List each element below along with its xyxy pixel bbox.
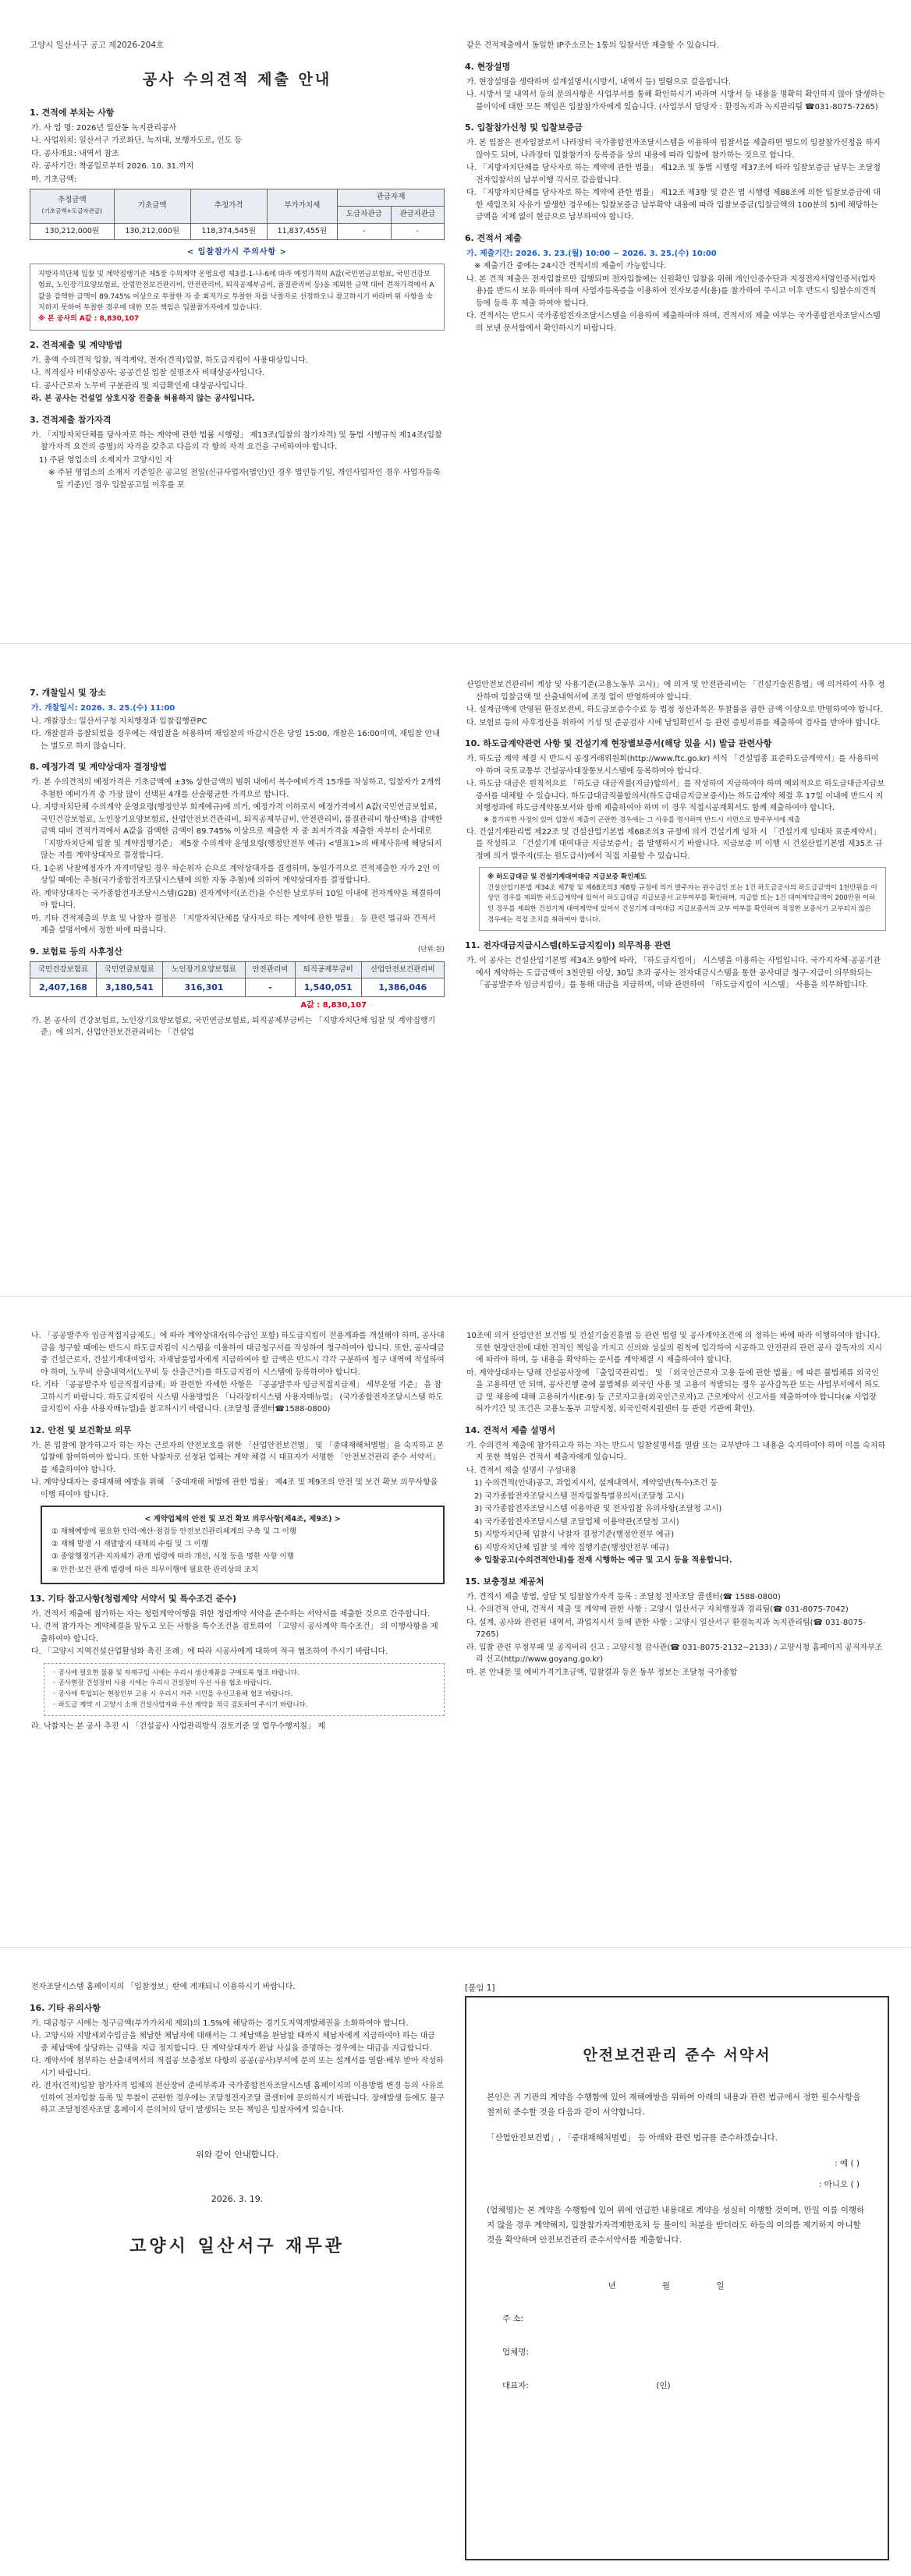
section-9-heading: 9. 보험료 등의 사후정산 (단위:원) <box>30 945 445 957</box>
s15-continued: 전자조달시스템 홈페이지의 「입찰정보」란에 게재되니 이용하시기 바랍니다. <box>31 1983 296 1991</box>
s12-item: 가. 본 입찰에 참가하고자 하는 자는 근로자의 안전보호를 위한 「산업안전보건법」 및 「중대재해처벌법」을 숙지하고 본 입찰에 참여하여야 합니다. 또한 낙찰자로 선정된 업체는 계약 체결 시 대표자가 서명한 「안전보건관리 준수 서약서」를 제출하여야 합니다. <box>31 1441 444 1474</box>
s14-item: 6) 지방자치단체 입찰 및 계약 집행기준(행정안전부 예규) <box>474 1543 669 1552</box>
section-13-heading: 13. 기타 참고사항(청렴계약 서약서 및 특수조건 준수) <box>30 1593 237 1604</box>
page-divider <box>0 643 911 644</box>
local-cooperation-box <box>44 1663 445 1716</box>
pledge-body <box>487 2090 867 2394</box>
s7-item: 나. 개찰장소: 일산서구청 지치행정과 입찰집행관PC <box>31 717 207 726</box>
s13-item: 다. 「고양시 지역건설산업활성화 촉진 조례」에 따라 시공사에게 대하여 적극 협조하여 주시기 바랍니다. <box>31 1647 388 1657</box>
s9-continued: 다. 보험료 등의 사후정산을 위하여 기성 및 준공검사 시에 납입확인서 등 관련 증빙서류를 제출하여 검사를 받아야 합니다. <box>466 718 881 727</box>
guarantee-box-title: ※ 하도급대금 및 건설기계대여대금 지급보증 확인제도 <box>487 873 647 882</box>
page-3-right-column <box>465 1329 886 1945</box>
s9-text: 가. 본 공사의 건강보험료, 노인장기요양보험료, 국민연금보험료, 퇴직공제부금비는 「지방자치단체 입찰 및 계약집행기준」에 의거, 산업안전보건관리비는 「건설업 <box>31 1016 436 1038</box>
s8-item: 나. 지방자치단체 수의계약 운영요령(행정안부 회계예규)에 의거, 예정가격 이하로서 예정가격에서 A값(국민연금보험료, 국민건강보험료, 노인장기요양보험료, 산업안전보건관리비, 퇴직공제부금비, 안전관리비, 품질관리비 항산액)을 감액한 금액 대비 견적가격에서 A값을 감액한 금액이 89.745% 이상으로 제출한 자 중 최저가격을 제출한 자부터 순서대로 「지방자치단체 입찰 및 계약집행기준」 제5장 수의계약 운영요령(행정안전부 예규) <별표1>의 배제사유에 해당되지 않는 자를 계약상대자로 결정합니다. <box>31 803 443 861</box>
table-header: 노인장기요양보험료 <box>162 961 245 978</box>
s13-continued: 10조에 의거 산업안전 보건법 및 건설기술진흥법 등 관련 법령 및 공사계약조건에 의 정하는 바에 따라 이행하여야 합니다. 또한 현장안전에 대한 전적인 책임을 가지고 신의와 성실의 원칙에 입각하여 시공하고 안전관리 관련 공사 감독자의 지시에 따라야 하며, 등 내용을 확약하는 문서를 계약체결 시 제출하여야 합니다. <box>466 1332 883 1364</box>
table-header: 안전관리비 <box>246 961 296 978</box>
section-11-heading: 11. 전자대금지급시스템(하도급지킴이) 의무적용 관련 <box>465 940 672 951</box>
a-value: ※ 본 공사의 A값 : 8,830,107 <box>38 315 140 324</box>
s1-item: 가. 사 업 명: 2026년 일산동 녹지관리공사 <box>31 123 177 133</box>
cooperation-item: ◦ 공사에 필요한 물품 및 자재구입 시에는 우리시 생산제품을 구매토록 협조 바랍니다. <box>52 1668 300 1677</box>
s9-continued: 나. 설계금액에 반영된 환경보전비, 하도급보증수수료 등 법정 정산과목은 투찰률을 곱한 금액 이상으로 반영하여야 합니다. <box>466 706 883 714</box>
s5-item: 다. 「지방자치단체를 당사자로 하는 계약에 관한 법률」 제12조 제3항 및 같은 법 시행령 제88조에 의한 입찰보증금에 대한 세입조치 사유가 발생한 경우에는 입찰보증금 납부확약 내용에 따라 입찰보증금(입찰금액의 100분의 5)에 해당하는 금액을 지체 없이 현금으로 납부하여야 합니다. <box>466 189 881 222</box>
table-cell: - <box>246 978 296 997</box>
s3-continued: 같은 견적제출에서 동일한 IP주소로는 1통의 입찰서만 제출할 수 있습니다. <box>466 41 720 50</box>
s15-item: 나. 수의견적 안내, 견적서 제출 및 계약에 관한 사항 : 고양시 일산서구 자치행정과 경리팀(☎ 031-8075-7042) <box>466 1605 849 1615</box>
table-header: 관급자관급 <box>391 206 444 223</box>
table-cell: 130,212,000원 <box>30 223 115 240</box>
table-header: 추정가격 <box>190 189 267 223</box>
s13-item: 라. 낙찰자는 본 공사 추진 시 「건설공사 사업관리방식 검토기준 및 업무수행지침」 제 <box>31 1722 325 1732</box>
pledge-yes-option[interactable]: : 예 ( ) <box>835 2159 860 2169</box>
section-6-heading: 6. 견적서 제출 <box>465 232 522 243</box>
s11-continued: 다. 기타 「공공발주자 임금직접지급제」와 관련한 자세한 사항은 「공공발주자 임금직접지급제」 세부운영 기준」 을 참고하시기 바랍니다. 하도급지킴이 시스템 사용방법은 「나라장터시스템 사용자매뉴얼」 (국가종합전자조달시스템 하도급지킴이 사용 사용자매뉴얼)을 참고하시기 바랍니다. (조달청 콜센터☎1588-0800) <box>31 1381 444 1414</box>
s9-continued: 산업안전보건관리비 계상 및 사용기준(고용노동부 고시)」에 의거 및 안전관리비는 「건설기술진흥법」에 의거하여 사후 정산하며 입찰금액 및 산출내역서에 조정 없이 반영하여야 합니다. <box>466 681 885 702</box>
s16-item: 다. 계약서에 첨부하는 산출내역서의 직접공 보충정보 다항의 공공(공사)부서에 문의 또는 설계서를 열람·배부 받아 작성하시기 바랍니다. <box>31 2057 444 2078</box>
s10-item: 나. 하도급 대금은 원칙적으로 「하도급 대금직불(지급)합의서」를 작성하여 지급하여야 하며 예외적으로 하도급대금지급보증서를 대체할 수 있습니다. 하도급대금직불합의서(하도급대금지급보증서)는 하도급계약 체결 후 17일 이내에 반드시 지치행정과에 하도급계약통보서와 함께 제출하여야 하며 이 경우 직접시공계획서도 함께 제출하여야 합니다. <box>466 780 885 813</box>
s2-item: 다. 공사근로자 노무비 구분관리 및 지급확인제 대상공사입니다. <box>31 381 247 391</box>
s7-item: 다. 개찰결과 응찰되었을 경우에는 재입찰을 허용하며 재입찰의 마감시간은 당일 15:00, 개찰은 16:00이며, 재입찰 안내는 별도로 하지 않습니다. <box>31 730 440 751</box>
table-header: 퇴직공제부금비 <box>295 961 361 978</box>
s6-item: 나. 본 견적 제출은 전자입찰로만 집행되며 전자입찰에는 신원확인 입찰을 위해 개인인증수단과 지정전자서명인증서(업자용)를 반드시 보유 하여야 하며 사업자등록증을 이용하여 전자보증서(용)를 참가하여 주시고 이후 반드시 입찰수의견적 등에 등록 후 제출 하여야 합니다. <box>466 274 877 308</box>
s6-item: 가. 제출기간: 2026. 3. 23.(월) 10:00 ~ 2026. 3. 25.(수) 10:00 <box>466 249 717 258</box>
s14-item: 4) 국가종합전자조달시스템 조달업체 이용약관(조달청 고시) <box>474 1517 679 1527</box>
table-header: 부가가치세 <box>267 189 337 223</box>
s3-item: 1) 주된 영업소의 소재지가 고양시인 자 <box>39 455 173 465</box>
s14-item: 1) 수의견적(안내)공고, 과업지시서, 설계내역서, 계약일반(특수)조건 등 <box>474 1479 718 1488</box>
s16-item: 나. 고양시와 지방세외수입금을 체납한 체납자에 대해서는 그 체납액을 완납할 때까지 체납자에게 지급하여야 하는 대금 중 체납액에 상당하는 금액을 지급 정지합니다. 단 계약상대자가 완납 사실을 증명하는 경우에는 대금을 지급합니다. <box>31 2032 435 2053</box>
cooperation-item: ◦ 공사에 투입되는 현장인부 고용 시 우리시 거주 시민을 우선고용해 협조 바랍니다. <box>52 1690 293 1698</box>
s16-item: 가. 대금청구 시에는 청구금액(부가가치세 제외)의 1.5%에 해당하는 경기도지역개발채권을 소화하여야 합니다. <box>31 2019 409 2028</box>
s13-item: 나. 견적 참가자는 계약체결을 앞두고 모든 사항을 특수조건을 검토하여 「고양시 공사계약 특수조건」 의 이행사항을 제출하여야 합니다. <box>31 1622 438 1644</box>
s14-item: 2) 국가종합전자조달시스템 전자입찰특별유의서(조달청 고시) <box>474 1491 685 1501</box>
safety-duty-box <box>41 1506 445 1584</box>
section-5-heading: 5. 입찰참가신청 및 입찰보증금 <box>465 122 583 133</box>
s15-item: 마. 본 안내문 및 예비가격기초금액, 입찰결과 등은 동부 정보는 조달청 국가종합 <box>466 1668 738 1677</box>
s14-item: 나. 견적서 제출 설명서 구성내용 <box>466 1466 577 1475</box>
page-1 <box>0 0 911 639</box>
s10-item: ※ 불가피한 사정이 있어 입찰서 제출이 곤란한 경우에는 그 사유를 명시하여 반드시 서면으로 발주부서에 제출 <box>484 816 801 824</box>
pledge-paragraph: 본인은 귀 기관의 계약을 수행함에 있어 재해예방을 위하여 아래의 내용과 관련 법규에서 정한 필수사항을 철저히 준수할 것을 다음과 같이 서약합니다. <box>487 2093 861 2118</box>
section-4-heading: 4. 현장설명 <box>465 61 511 72</box>
s13-continued: 마. 계약상대자는 당해 건설공사장에 「출입국관리법」 및 「외국인근로자 고용 등에 관한 법률」에 따른 불법체류 외국인을 고용하면 안 되며, 공사진행 중에 불법체류 외국인 사용 및 고용이 적발되는 경우 공사감독관 또는 사업부서에서 하도급 및 채용에 대해 고용허가서(E-9) 등 근로자고용(외국인근로자)고 근로계약서 신고서를 제출하여야 합니다(※ 사업장 허가기간 및 조건은 고용노동부 고양지청, 외국인력지원센터 등 관련 기관에 확인). <box>466 1368 880 1414</box>
s8-item: 가. 본 수의견적의 예정가격은 기초금액에 ±3% 상한금액의 범위 내에서 복수예비가격 15개를 작성하고, 입찰자가 2개씩 추첨한 예비가격 중 가장 많이 선택된 4개를 산술평균한 가격으로 합니다. <box>31 778 441 799</box>
table-header: 산업안전보건관리비 <box>361 961 444 978</box>
page-2-left-column <box>30 678 445 1294</box>
s3-item: 가. 「지방자치단체를 당사자로 하는 계약에 관한 법률 시행령」 제13조(입찰의 참가자격) 및 동법 시행규칙 제14조(입찰 참가자격 요건의 증명)의 자격을 갖추고 다음의 각 항의 자격 요건을 구비하여야 합니다. <box>31 430 442 452</box>
s14-item: 가. 수의견적 제출에 참가하고자 하는 자는 반드시 입찰설명서를 열람 또는 교부받아 그 내용을 숙지하여야 하며 이를 숙지하지 못한 책임은 견적서 제출자에게 있습니다. <box>466 1441 886 1463</box>
safety-box-item: ④ 안전·보건 관계 법령에 따른 의무이행에 필요한 관리상의 조치 <box>51 1565 259 1574</box>
s15-item: 다. 설계, 공사와 관련된 내역서, 과업지시서 등에 관한 사항 : 고양시 일산서구 환경녹지과 녹지관리팀(☎ 031-8075-7265) <box>466 1618 866 1640</box>
table-cell: 2,407,168 <box>30 978 97 997</box>
page-1-left-column <box>30 39 445 639</box>
cooperation-item: ◦ 하도급 계약 시 고양시 소재 건설사업자와 우선 계약을 적극 검토하여 주시기 바랍니다. <box>52 1700 308 1709</box>
s6-item: ※ 제출기간 중에는 24시간 견적서의 제출이 가능합니다. <box>474 262 667 271</box>
s1-item: 라. 공사기간: 착공일로부터 2026. 10. 31.까지 <box>31 162 194 172</box>
s14-item: ※ 입찰공고(수의견적안내)를 전재 시행하는 예규 및 고시 등을 적용합니다. <box>474 1556 732 1566</box>
s11-item: 가. 이 공사는 건설산업기본법 제34조 9항에 따라, 「하도급지킴이」 시스템을 이용하는 사업입니다. 국가지자체·공공기관에서 계약하는 도급금액이 3천만원 이상, 30일 초과 공사는 전자대금시스템을 통한 공사대금 청구·지급이 의무화되는 「공공발주자 임금지킴이」를 통해 대금을 지급하며, 이와 관련하여 「하도급지킴이 시스템」 사용을 의무화합니다. <box>466 957 881 990</box>
table-cell: 11,837,455원 <box>267 223 337 240</box>
pledge-paragraph: (업체명)는 본 계약을 수행함에 있어 위에 언급한 내용대로 계약을 성실히 이행할 것이며, 만일 이를 이행하지 않을 경우 계약해지, 입찰참가자격제한조치 등 불이익 처분을 받더라도 하등의 이의를 제기하지 아니할 것을 확약하며 안전보건관리 준수서약서를 제출합니다. <box>487 2205 865 2245</box>
bid-notice-box <box>30 264 445 331</box>
s1-item: 나. 사업위치: 일산서구 가로화단, 녹지대, 보행자도로, 인도 등 <box>31 136 243 146</box>
table-cell: - <box>391 223 444 240</box>
section-12-heading: 12. 안전 및 보건확보 의무 <box>30 1424 132 1435</box>
section-15-heading: 15. 보충정보 제공처 <box>465 1576 544 1587</box>
table-header: 국민연금보험료 <box>96 961 162 978</box>
s5-item: 가. 본 입찰은 전자입찰로서 나라장터 국가종합전자조달시스템을 이용하여 입찰서를 제출하면 별도의 입찰참가신청을 하지 않아도 되며, 나라장터 입찰참가자 등록증을 상의 내용에 따라 입찰에 참가하는 것으로 합니다. <box>466 139 881 160</box>
pledge-no-option[interactable]: : 아니오 ( ) <box>818 2180 860 2189</box>
section-10-heading: 10. 하도급계약관련 사항 및 건설기계 현장별보증서(해당 있을 시) 발급 관련사항 <box>465 738 772 748</box>
unit-label: (단위:원) <box>417 945 445 954</box>
table-cell: 1,540,051 <box>295 978 361 997</box>
section-3-heading: 3. 견적제출 참가자격 <box>30 414 112 425</box>
section-8-heading: 8. 예정가격 및 계약상대자 결정방법 <box>30 762 167 773</box>
s8-item: 다. 1순위 낙찰예정자가 자격미달일 경우 차순위자 순으로 계약상대자를 결정하며, 동일가격으로 견적제출한 자가 2인 이상일 때에는 추첨(국가종합전자조달시스템에 의한 자동 추첨)에 의하여 계약상대자를 결정합니다. <box>31 864 441 886</box>
page-2 <box>0 647 911 1294</box>
safety-box-title: < 계약업체의 안전 및 보건 확보 의무사항(제4조, 제9조) > <box>144 1515 341 1524</box>
safety-box-item: ① 재해예방에 필요한 인력·예산·점검등 안전보건관리체계의 구축 및 그 이행 <box>51 1527 297 1537</box>
document-title: 공사 수의견적 제출 안내 <box>142 71 332 89</box>
insurance-table <box>30 961 445 998</box>
attachment-label: [붙임 1] <box>465 1983 495 1993</box>
address-field[interactable]: 주 소: <box>502 2314 524 2324</box>
page-divider <box>0 1947 911 1948</box>
section-16-heading: 16. 기타 유의사항 <box>30 2002 101 2013</box>
table-header: 국민건강보험료 <box>30 961 97 978</box>
table-cell: 316,301 <box>162 978 245 997</box>
issuer-name: 고양시 일산서구 재무관 <box>129 2236 345 2256</box>
table-cell: 3,180,541 <box>96 978 162 997</box>
safety-pledge-form <box>465 1996 889 2560</box>
table-header: 기초금액 <box>114 189 190 223</box>
page-4 <box>0 1949 911 2576</box>
company-field[interactable]: 업체명: <box>502 2348 529 2358</box>
s2-item: 라. 본 공사는 건설업 상호시장 진출을 허용하지 않는 공사입니다. <box>31 395 255 404</box>
table-header: 관급자재 <box>338 189 445 207</box>
notice-title: < 입찰참가시 주의사항 > <box>186 248 288 257</box>
table-cell: 1,386,046 <box>361 978 444 997</box>
notice-text: 지방자치단체 입찰 및 계약집행기준 제5장 수의계약 운영요령 제3절-1-나-6에 따라 예정가격의 A값(국민연금보험료, 국민건강보험료, 노인장기요양보험료, 산업안전보건관리비, 안전관리비, 퇴직공제부금비, 품질관리비 등)을 제외한 금액 대비 견적가격에서 A값을 감액한 금액이 89.745% 이상으로 투찰한 자 중 최저가로 투찰한 자를 낙찰자로 선정하오니 참고하시기 바라며 위 사항을 숙지하지 못하여 투찰한 경우에 대한 모든 책임은 입찰참가자에게 있습니다. <box>38 270 434 313</box>
page-divider <box>0 1296 911 1297</box>
s10-item: 가. 하도급 계약 체결 시 반드시 공정거래위원회(http://www.ftc.go.kr) 서식 「건설업종 표준하도급계약서」를 사용하여야 하며 국토교통부 건설공사대장통보시스템에 등록하여야 합니다. <box>466 755 879 776</box>
representative-field[interactable] <box>502 2379 852 2394</box>
s15-item: 라. 입찰 관련 부정부패 및 공직비리 신고 : 고양시청 감사관(☎ 031-8075-2132~2133) / 고양시청 홈페이지 공직자부조리 신고(http://www.goyang.go.kr) <box>466 1643 883 1665</box>
notice-number: 고양시 일산서구 공고 제2026-204호 <box>30 41 165 50</box>
s8-item: 라. 계약상대자는 국가종합전자조달시스템(G2B) 전자계약서(조건)을 수신한 날로부터 10일 이내에 전자계약을 체결하여야 합니다. <box>31 889 441 911</box>
safety-box-item: ② 재해 발생 시 재발방지 대책의 수립 및 그 이행 <box>51 1540 208 1549</box>
s6-item: 다. 견적서는 반드시 국가종합전자조달시스템을 이용하여 제출하여야 하며, 견적서의 제출 여부는 국가종합전자조달시스템의 보낸 문서함에서 확인하시기 바랍니다. <box>466 312 881 333</box>
s2-item: 나. 적격심사 비대상공사; 공공건설 입찰 설명조사 비대상공사입니다. <box>31 369 265 378</box>
s4-item: 가. 현장설명을 생략하며 설계설명서(시방서, 내역서 등) 열람으로 갈음합니다. <box>466 77 732 87</box>
table-cell: 118,374,545원 <box>190 223 267 240</box>
guarantee-box-text: 건설산업기본법 제34조 제7항 및 제68조의3 제8항 규정에 의거 발주자는 원수급인 또는 1건 하도급공사의 하도급금액이 1천만원을 이상인 경우를 제외한 하도급계약에 있어서 하도급대금 지급보증서 교부여부를 확인하며, 지급할 또는 1건 대여계약금액이 200만원 이하인 경우를 제외한 건설기계 대여계약에 있어서 건설기계 대여대금 지급보증서의 교부 여부를 확인하여 적정한 보증서가 교부되지 않은 경우에는 적정 조치를 취하여야 합니다. <box>487 883 877 924</box>
seal-label: (인) <box>656 2381 671 2391</box>
s1-item: 다. 공사개요: 내역서 참조 <box>31 149 119 158</box>
page-4-left-column <box>30 1980 445 2573</box>
s12-item: 나. 계약상대자는 중대재해 예방을 위해 「중대재해 처벌에 관한 법률」 제4조 및 제9조의 안전 및 보건 확보 의무사항을 이행 하여야 합니다. <box>31 1478 438 1499</box>
s14-item: 5) 지방자치단체 입찰시 낙찰자 결정기준(행정안전부 예규) <box>474 1530 675 1540</box>
s15-item: 가. 견적서 제출 방법, 상담 및 입찰참가자격 등록 : 조달청 전자조달 콜센터(☎ 1588-0800) <box>466 1592 781 1601</box>
section-2-heading: 2. 견적제출 및 계약방법 <box>30 339 122 350</box>
page-3-left-column <box>30 1329 445 1945</box>
a-value-total: A값 : 8,830,107 <box>300 1001 367 1010</box>
table-header: 추정금액 (기초금액+도급자관급) <box>30 189 115 223</box>
s2-item: 가. 총액 수의견적 입찰, 적격계약, 전자(견적)입찰, 하도급지킴이 사용대상입니다. <box>31 356 309 365</box>
s14-item: 3) 국가종합전자조달시스템 이용약관 및 전자입찰 유의사항(조달청 고시) <box>474 1505 722 1514</box>
page-2-right-column <box>465 678 886 1294</box>
s11-continued: 나. 「공공발주자 임금직접지급제도」에 따라 계약상대자(하수급인 포함) 하도급지킴이 전용계좌를 개설해야 하며, 공사대금을 청구할 때에는 반드시 하도급지킴이 시스템을 이용하여 대금청구서를 작성하여 청구하여야 합니다. 또한, 공사대금 중 건설근로자, 건설기계대여업자, 자재납품업자에게 지급하여야 할 금액은 반드시 각각 구분하여 청구 내역에 작성하여야 하며, 노무비 산출내역서(노무비 등 산출근거)를 하도급지킴이 시스템에 등록하여야 합니다. <box>31 1332 445 1377</box>
representative-label: 대표자: <box>502 2381 529 2391</box>
closing-text: 위와 같이 안내합니다. <box>195 2149 279 2160</box>
s10-item: 다. 건설기계관리법 제22조 및 건설산업기본법 제68조의3 규정에 의거 건설기계 임차 시 「건설기계 임대차 표준계약서」를 작성하고 「건설기계 대여대금 지급보증서」를 발행하시기 바랍니다. 지급보증 미 이행 시 건설산업기본법 제35조 규정에 의거 발주자(또는 원도급사)에서 직접 지불할 수 있습니다. <box>466 827 883 861</box>
s1-item: 마. 기초금액: <box>31 175 77 184</box>
pledge-date[interactable]: 년 월 일 <box>608 2281 746 2291</box>
cooperation-item: ◦ 공사현장 건설장비 사용 시에는 우리시 건설장비 우선 사용 협조 바랍니다. <box>52 1679 272 1688</box>
s16-item: 라. 전자(견적)입찰 참가자격 업체의 전산장비 준비부족과 국가종합전자조달시스템 홈페이지의 이용방법 변경 등의 사유로 인하여 전자입찰 등록 및 투찰이 곤란한 경우에는 조달청전자조달 콜센터에 문의하시기 바랍니다. 장애발생 등에도 불구하고 조달청전자조달 홈페이지 문의처의 답이 발생되는 모든 책임은 입찰자에게 있습니다. <box>31 2082 445 2115</box>
safety-box-item: ③ 중앙행정기관·지자체가 관계 법령에 따라 개선, 시정 등을 명한 사항 이행 <box>51 1552 294 1562</box>
s7-item: 가. 개찰일시: 2026. 3. 25.(수) 11:00 <box>31 704 175 713</box>
s3-item: ※ 주된 영업소의 소재지 기준일은 공고일 전일(신규사업자(법인)인 경우 법인등기일, 개인사업자인 경우 사업자등록일 기준)인 경우 입찰공고일 이후를 포 <box>48 469 441 490</box>
section-1-heading: 1. 견적에 부치는 사항 <box>30 107 115 118</box>
page-1-right-column <box>465 39 886 639</box>
issue-date: 2026. 3. 19. <box>211 2193 264 2204</box>
pledge-title: 안전보건관리 준수 서약서 <box>583 2047 771 2064</box>
s5-item: 나. 「지방자치단체를 당사자로 하는 계약에 관한 법률」 제12조 및 동법 시행령 제37조에 따라 입찰보증금 납부는 조달청 전자입찰서의 납부이행 각서로 갈음합니다. <box>466 164 881 185</box>
section-14-heading: 14. 견적서 제출 설명서 <box>465 1424 555 1435</box>
table-cell: 130,212,000원 <box>114 223 190 240</box>
page-3 <box>0 1298 911 1945</box>
guarantee-box <box>479 867 886 931</box>
pledge-paragraph: 「산업안전보건법」, 「중대재해처벌법」 등 아래와 관련 법규를 준수하겠습니다. <box>487 2133 778 2143</box>
s8-item: 마. 기타 견적제출의 무효 및 낙찰자 결정은 「지방자치단체를 당사자로 하는 계약에 관한 법률」 등 관련 법규와 견적서 제출 설명서에서 정한 바에 따릅니다. <box>31 914 436 936</box>
s13-item: 가. 견적서 제출에 참가하는 자는 청렴계약이행을 위한 청렴계약 서약을 준수하는 서약서를 제출한 것으로 간주합니다. <box>31 1609 431 1619</box>
table-cell: - <box>338 223 391 240</box>
s4-item: 나. 시방서 및 내역서 등의 문의사항은 사업부서를 통해 확인하시기 바라며 시방서 등 내용을 명확히 확인하지 않아 발생하는 불이익에 대한 모든 책임은 입찰참가자에게 있습니다. (사업부서 담당자 : 환경녹지과 녹지관리팀 ☎031-8075-7265) <box>466 90 886 111</box>
base-amount-table <box>30 189 445 240</box>
section-7-heading: 7. 개찰일시 및 장소 <box>30 688 106 698</box>
table-header: 도급자관급 <box>338 206 391 223</box>
